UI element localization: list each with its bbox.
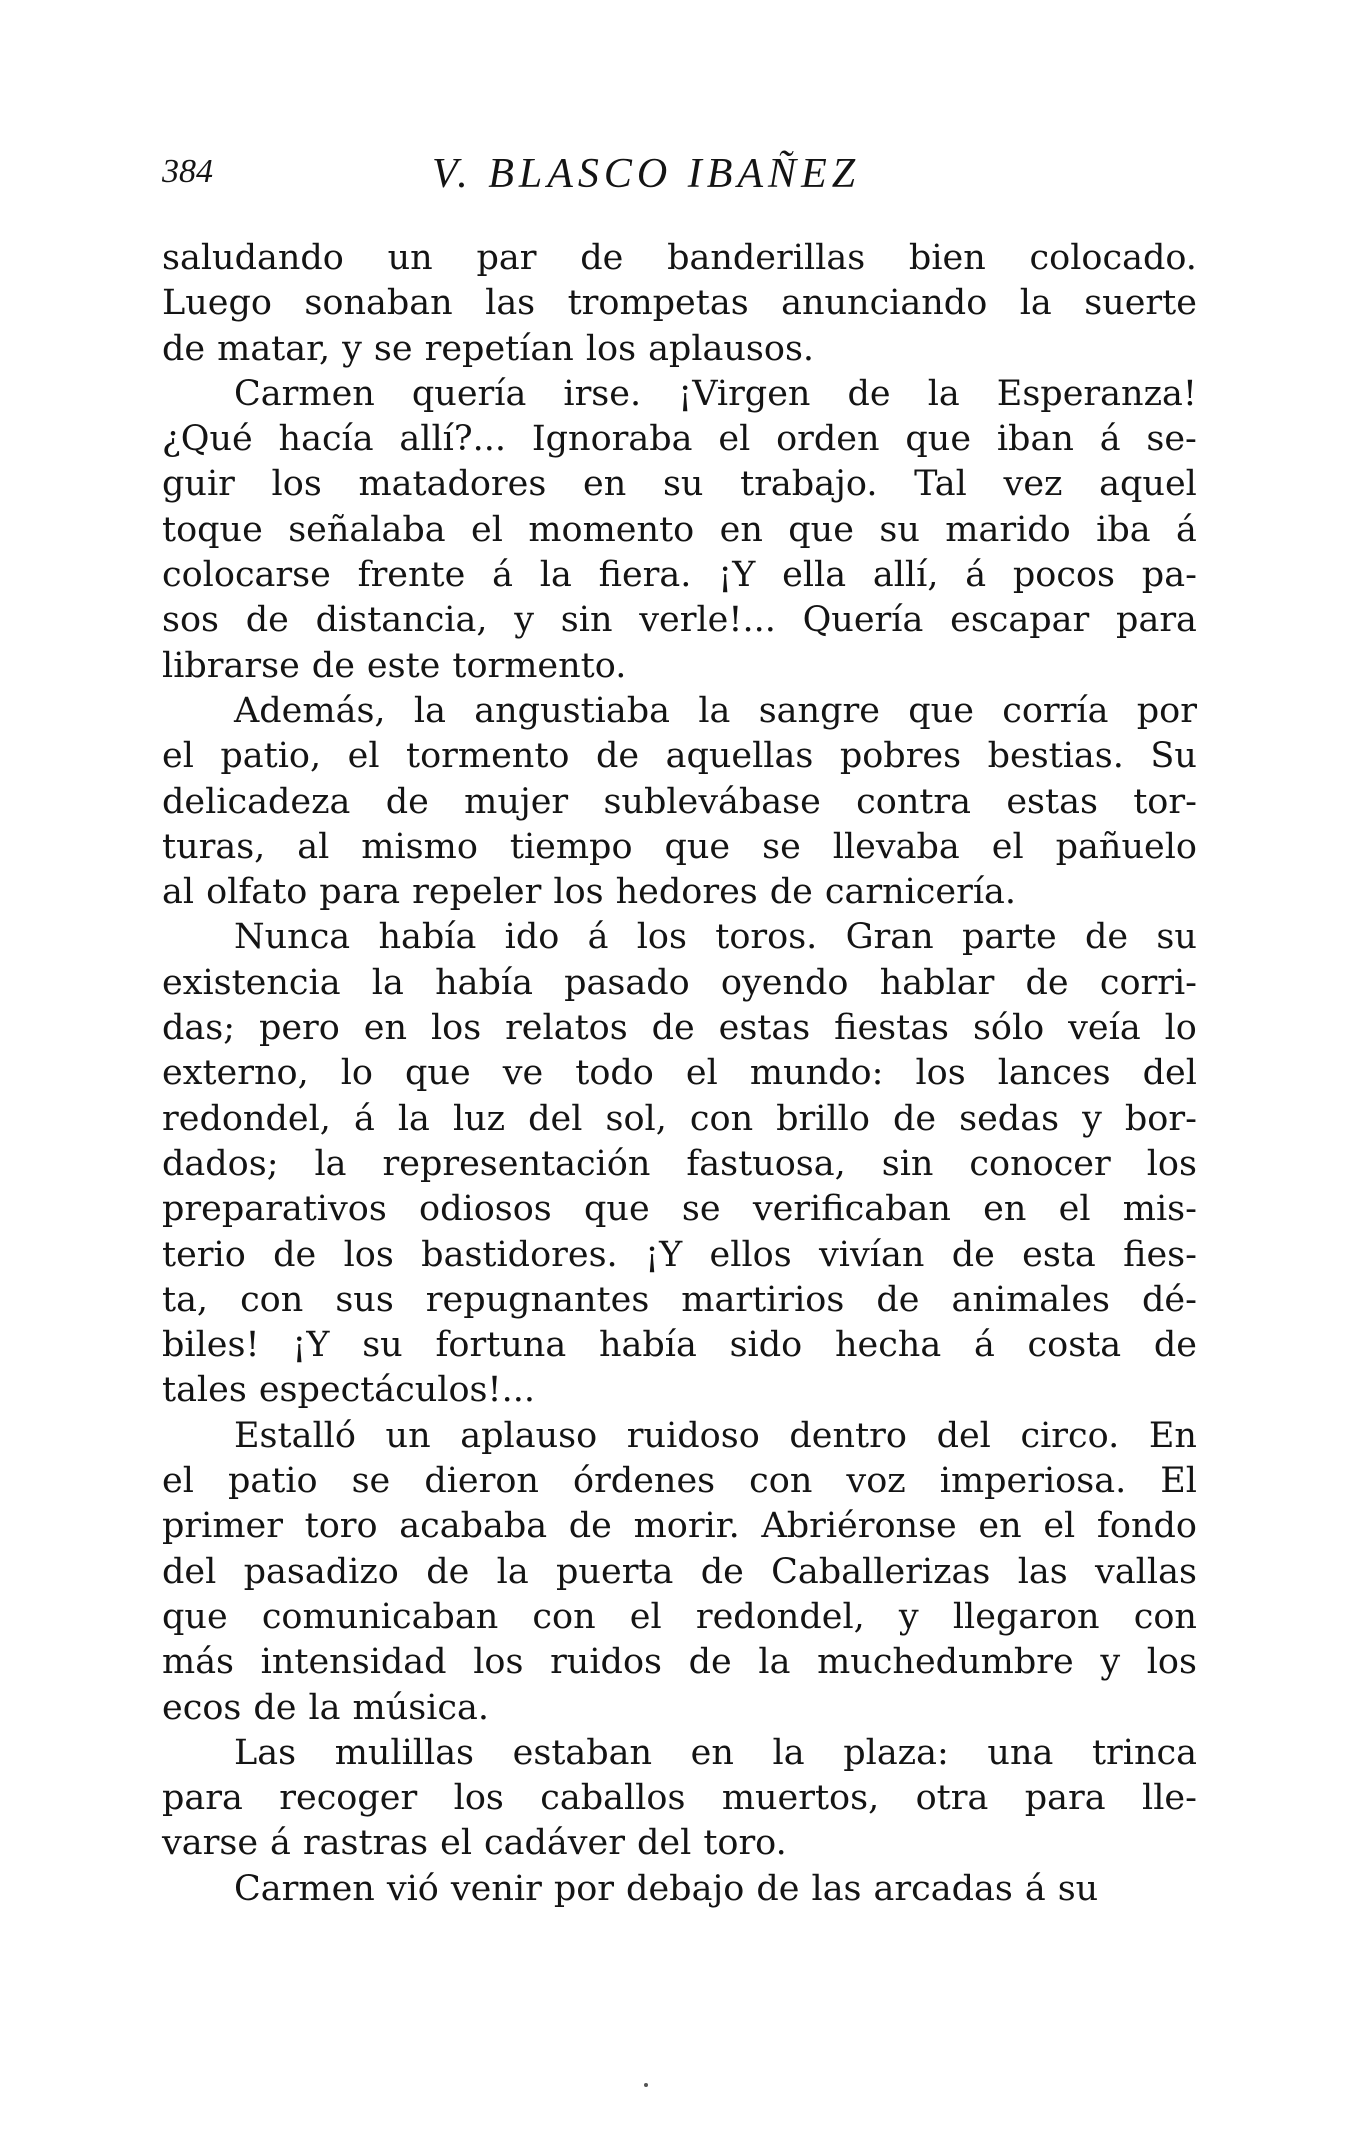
text-line: Las mulillas estaban en la plaza: una trinca xyxy=(234,1732,1197,1773)
text-line: el patio se dieron órdenes con voz imperiosa. El xyxy=(162,1461,1197,1502)
text-line: colocarse frente á la fiera. ¡Y ella allí, á pocos pa- xyxy=(162,555,1197,596)
text-line: el patio, el tormento de aquellas pobres bestias. Su xyxy=(162,736,1197,777)
text-line: sos de distancia, y sin verle!... Quería escapar para xyxy=(162,600,1197,641)
text-line: ¿Qué hacía allí?... Ignoraba el orden que iban á se- xyxy=(162,419,1197,460)
text-line: guir los matadores en su trabajo. Tal vez aquel xyxy=(162,464,1197,505)
running-head xyxy=(162,152,1202,212)
paragraph xyxy=(162,689,1197,915)
text-line: preparativos odiosos que se verificaban en el mis- xyxy=(162,1189,1197,1230)
text-line: para recoger los caballos muertos, otra para lle- xyxy=(162,1778,1197,1819)
paragraph xyxy=(162,1867,1197,1912)
text-line: externo, lo que ve todo el mundo: los lances del xyxy=(162,1053,1197,1094)
text-line: dados; la representación fastuosa, sin conocer los xyxy=(162,1143,1197,1184)
text-line: Luego sonaban las trompetas anunciando la suerte xyxy=(162,283,1197,324)
paragraph xyxy=(162,915,1197,1413)
text-line: Además, la angustiaba la sangre que corría por xyxy=(234,690,1197,731)
text-line: de matar, y se repetían los aplausos. xyxy=(162,328,815,369)
text-line: Estalló un aplauso ruidoso dentro del circo. En xyxy=(234,1415,1197,1456)
text-line: ecos de la música. xyxy=(162,1687,490,1728)
paragraph xyxy=(162,1414,1197,1731)
text-line: del pasadizo de la puerta de Caballerizas las vallas xyxy=(162,1551,1197,1592)
text-line: toque señalaba el momento en que su marido iba á xyxy=(162,509,1197,550)
text-line: redondel, á la luz del sol, con brillo de sedas y bor- xyxy=(162,1098,1197,1139)
text-line: biles! ¡Y su fortuna había sido hecha á costa de xyxy=(162,1325,1197,1366)
text-line: librarse de este tormento. xyxy=(162,645,627,686)
text-line: saludando un par de banderillas bien colocado. xyxy=(162,238,1197,278)
body-text xyxy=(162,236,1197,1912)
text-line: ta, con sus repugnantes martirios de animales dé- xyxy=(162,1279,1197,1320)
text-line: das; pero en los relatos de estas fiestas sólo veía lo xyxy=(162,1008,1197,1049)
text-line: primer toro acababa de morir. Abriéronse en el fondo xyxy=(162,1506,1197,1547)
paragraph xyxy=(162,236,1197,372)
text-line: turas, al mismo tiempo que se llevaba el pañuelo xyxy=(162,826,1197,867)
text-line: Carmen vió venir por debajo de las arcadas á su xyxy=(234,1868,1099,1909)
text-line: existencia la había pasado oyendo hablar de corri- xyxy=(162,962,1197,1003)
text-line: Carmen quería irse. ¡Virgen de la Esperanza! xyxy=(234,373,1197,414)
text-line: varse á rastras el cadáver del toro. xyxy=(162,1823,787,1864)
text-line: Nunca había ido á los toros. Gran parte de su xyxy=(234,917,1197,958)
running-title: V. BLASCO IBAÑEZ xyxy=(432,151,861,197)
paragraph xyxy=(162,372,1197,689)
text-line: más intensidad los ruidos de la muchedumbre y los xyxy=(162,1642,1197,1683)
text-line: que comunicaban con el redondel, y llegaron con xyxy=(162,1596,1197,1637)
text-line: delicadeza de mujer sublevábase contra estas tor- xyxy=(162,781,1197,822)
text-line: terio de los bastidores. ¡Y ellos vivían de esta fies- xyxy=(162,1234,1197,1275)
text-line: tales espectáculos!... xyxy=(162,1370,535,1411)
page-number: 384 xyxy=(162,153,213,190)
paragraph xyxy=(162,1731,1197,1867)
text-line: al olfato para repeler los hedores de carnicería. xyxy=(162,872,1017,913)
print-speck xyxy=(644,2083,648,2087)
